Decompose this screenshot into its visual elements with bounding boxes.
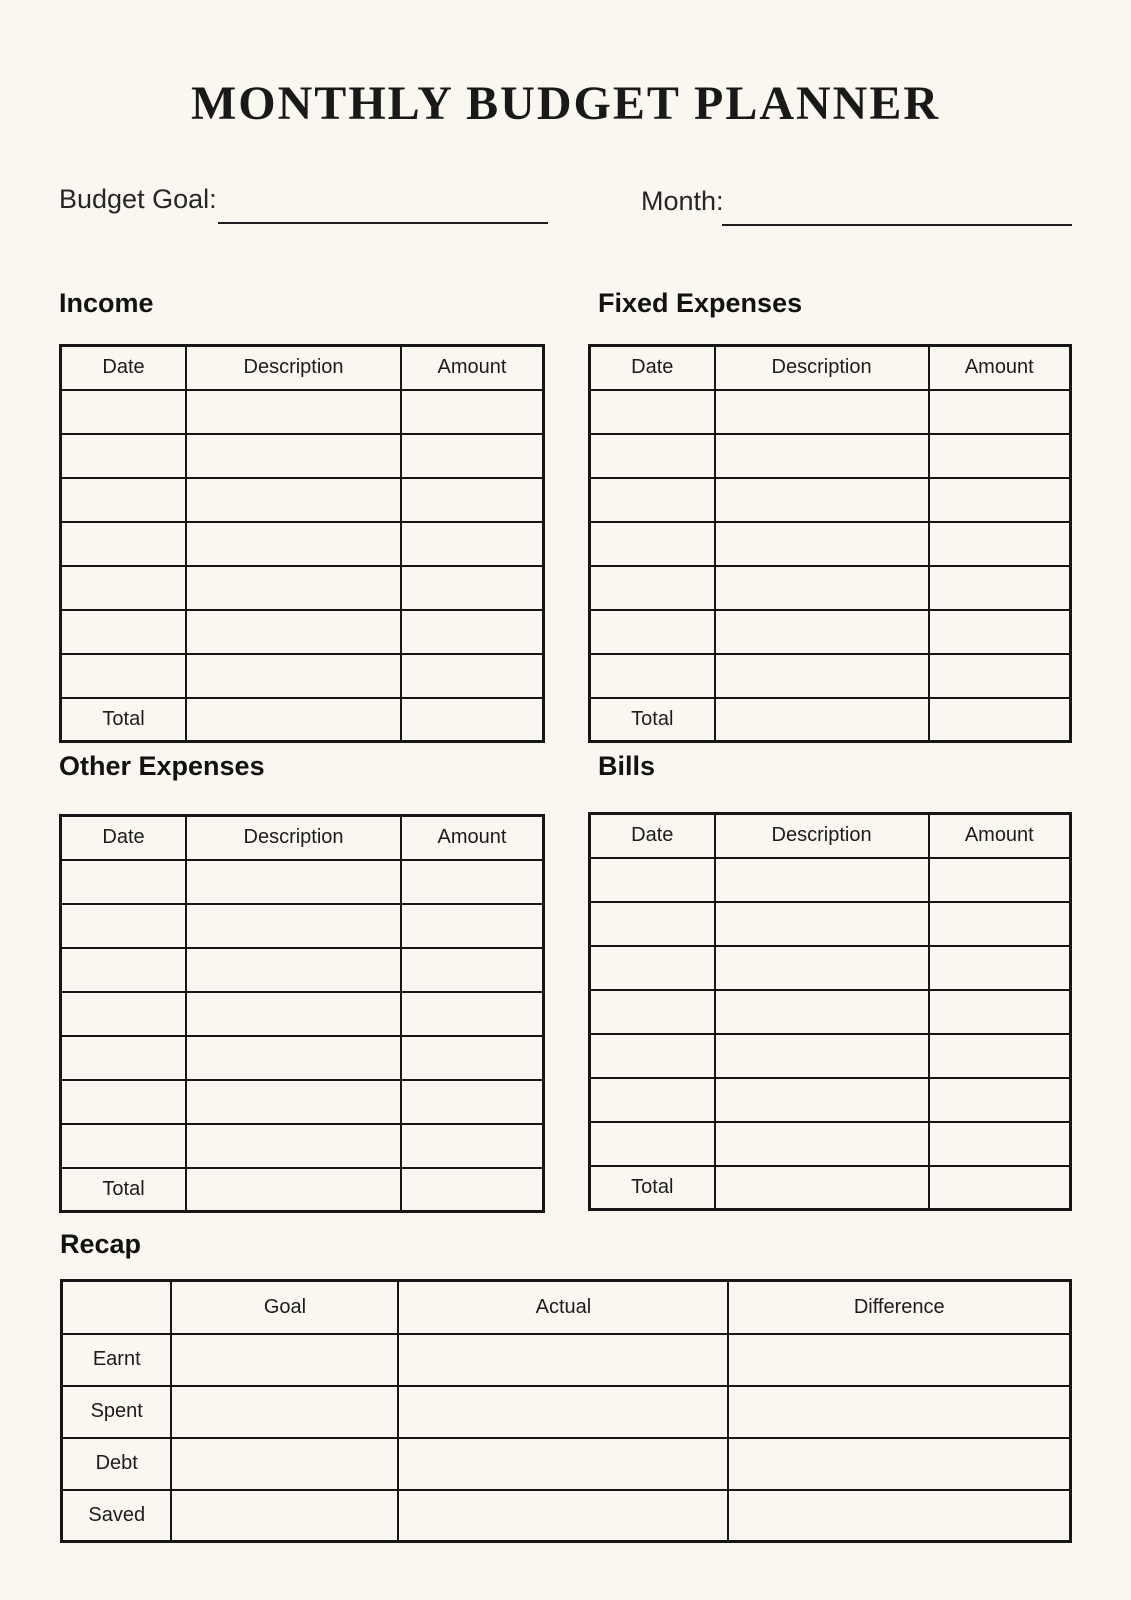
empty-cell <box>929 1166 1071 1210</box>
empty-cell <box>61 390 187 434</box>
bills-col-amount: Amount <box>929 814 1071 858</box>
empty-cell <box>590 610 715 654</box>
empty-row <box>61 478 544 522</box>
fixed-expenses-total-label: Total <box>590 698 715 742</box>
recap-row-debt <box>62 1438 1071 1490</box>
empty-cell <box>61 478 187 522</box>
header-row <box>590 346 1071 390</box>
empty-cell <box>590 390 715 434</box>
fixed-expenses-col-amount: Amount <box>929 346 1071 390</box>
empty-cell <box>401 478 544 522</box>
bills-col-date: Date <box>590 814 715 858</box>
empty-row <box>61 1124 544 1168</box>
empty-cell <box>715 902 929 946</box>
empty-row <box>61 1080 544 1124</box>
empty-cell <box>590 654 715 698</box>
empty-cell <box>728 1438 1070 1490</box>
empty-row <box>590 858 1071 902</box>
empty-cell <box>929 946 1071 990</box>
page-title: MONTHLY BUDGET PLANNER <box>191 77 940 130</box>
empty-cell <box>401 1168 544 1212</box>
empty-cell <box>715 1034 929 1078</box>
empty-cell <box>171 1438 398 1490</box>
empty-cell <box>61 860 187 904</box>
empty-cell <box>61 610 187 654</box>
empty-cell <box>929 610 1071 654</box>
recap-table <box>60 1279 1072 1543</box>
budget-goal-line <box>218 222 548 224</box>
empty-cell <box>929 858 1071 902</box>
recap-section-title: Recap <box>60 1229 142 1259</box>
other-expenses-col-amount: Amount <box>401 816 544 860</box>
empty-cell <box>61 904 187 948</box>
empty-cell <box>715 434 929 478</box>
empty-cell <box>590 1122 715 1166</box>
empty-cell <box>186 992 401 1036</box>
empty-cell <box>61 1036 187 1080</box>
fixed-expenses-col-description: Description <box>715 346 929 390</box>
empty-row <box>590 654 1071 698</box>
empty-cell <box>715 1122 929 1166</box>
empty-cell <box>186 698 401 742</box>
total-row <box>590 1166 1071 1210</box>
total-row <box>61 698 544 742</box>
empty-cell <box>715 858 929 902</box>
empty-cell <box>715 946 929 990</box>
empty-cell <box>401 654 544 698</box>
budget-goal-label: Budget Goal: <box>59 184 217 214</box>
empty-cell <box>929 390 1071 434</box>
empty-cell <box>590 858 715 902</box>
empty-cell <box>401 1080 544 1124</box>
empty-cell <box>929 434 1071 478</box>
empty-cell <box>929 990 1071 1034</box>
empty-cell <box>401 948 544 992</box>
empty-cell <box>929 522 1071 566</box>
empty-row <box>61 904 544 948</box>
empty-cell <box>401 522 544 566</box>
empty-cell <box>61 654 187 698</box>
empty-cell <box>401 434 544 478</box>
month-line <box>722 224 1072 226</box>
empty-cell <box>715 610 929 654</box>
empty-cell <box>398 1490 728 1542</box>
recap-col-goal: Goal <box>171 1281 398 1334</box>
other-expenses-table <box>59 814 545 1213</box>
other-expenses-col-description: Description <box>186 816 401 860</box>
empty-cell <box>401 698 544 742</box>
empty-cell <box>186 904 401 948</box>
header-row <box>62 1281 1071 1334</box>
empty-cell <box>61 992 187 1036</box>
empty-row <box>590 946 1071 990</box>
empty-cell <box>61 434 187 478</box>
empty-cell <box>61 566 187 610</box>
empty-cell <box>171 1490 398 1542</box>
empty-cell <box>590 478 715 522</box>
empty-cell <box>715 1166 929 1210</box>
empty-cell <box>401 566 544 610</box>
total-row <box>590 698 1071 742</box>
empty-cell <box>186 654 401 698</box>
empty-row <box>590 478 1071 522</box>
empty-cell <box>728 1490 1070 1542</box>
fixed-expenses-table <box>588 344 1072 743</box>
income-col-amount: Amount <box>401 346 544 390</box>
income-table <box>59 344 545 743</box>
month-label: Month: <box>641 186 724 216</box>
empty-cell <box>186 390 401 434</box>
empty-cell <box>401 904 544 948</box>
bills-section-title: Bills <box>598 751 656 781</box>
empty-row <box>61 1036 544 1080</box>
recap-row-label: Saved <box>62 1490 172 1542</box>
empty-row <box>590 434 1071 478</box>
empty-cell <box>590 990 715 1034</box>
empty-cell <box>715 1078 929 1122</box>
empty-cell <box>186 1124 401 1168</box>
recap-col-difference: Difference <box>728 1281 1070 1334</box>
empty-cell <box>186 948 401 992</box>
empty-cell <box>715 698 929 742</box>
other-expenses-col-date: Date <box>61 816 187 860</box>
recap-col-actual: Actual <box>398 1281 728 1334</box>
empty-cell <box>401 1124 544 1168</box>
recap-row-label: Earnt <box>62 1334 172 1386</box>
empty-cell <box>398 1438 728 1490</box>
empty-cell <box>929 566 1071 610</box>
header-row <box>61 816 544 860</box>
empty-row <box>61 390 544 434</box>
empty-cell <box>590 946 715 990</box>
empty-row <box>590 1034 1071 1078</box>
empty-cell <box>61 1124 187 1168</box>
empty-row <box>61 948 544 992</box>
empty-cell <box>401 610 544 654</box>
bills-total-label: Total <box>590 1166 715 1210</box>
empty-row <box>590 1078 1071 1122</box>
empty-row <box>61 860 544 904</box>
empty-cell <box>61 522 187 566</box>
recap-row-saved <box>62 1490 1071 1542</box>
empty-cell <box>590 522 715 566</box>
empty-cell <box>929 478 1071 522</box>
empty-cell <box>929 698 1071 742</box>
empty-row <box>61 992 544 1036</box>
empty-row <box>61 566 544 610</box>
recap-row-spent <box>62 1386 1071 1438</box>
empty-cell <box>171 1386 398 1438</box>
recap-row-label: Spent <box>62 1386 172 1438</box>
empty-cell <box>171 1334 398 1386</box>
total-row <box>61 1168 544 1212</box>
empty-cell <box>728 1386 1070 1438</box>
bills-col-description: Description <box>715 814 929 858</box>
fixed-expenses-section-title: Fixed Expenses <box>598 288 803 318</box>
empty-cell <box>186 522 401 566</box>
empty-cell <box>590 434 715 478</box>
empty-cell <box>186 1036 401 1080</box>
empty-row <box>590 902 1071 946</box>
recap-row-label: Debt <box>62 1438 172 1490</box>
empty-cell <box>398 1334 728 1386</box>
empty-cell <box>715 522 929 566</box>
empty-cell <box>186 478 401 522</box>
recap-row-earnt <box>62 1334 1071 1386</box>
empty-cell <box>715 390 929 434</box>
empty-cell <box>186 1080 401 1124</box>
fixed-expenses-col-date: Date <box>590 346 715 390</box>
other-expenses-section-title: Other Expenses <box>59 751 265 781</box>
empty-cell <box>186 860 401 904</box>
empty-cell <box>590 566 715 610</box>
empty-cell <box>61 948 187 992</box>
empty-cell <box>715 990 929 1034</box>
empty-cell <box>715 654 929 698</box>
empty-cell <box>715 566 929 610</box>
header-row <box>61 346 544 390</box>
empty-cell <box>186 610 401 654</box>
empty-row <box>61 434 544 478</box>
empty-cell <box>398 1386 728 1438</box>
empty-cell <box>590 1034 715 1078</box>
empty-cell <box>186 434 401 478</box>
empty-cell <box>186 1168 401 1212</box>
income-section-title: Income <box>59 288 154 318</box>
empty-row <box>590 990 1071 1034</box>
empty-cell <box>929 1122 1071 1166</box>
empty-row <box>590 566 1071 610</box>
empty-cell <box>401 860 544 904</box>
empty-cell <box>186 566 401 610</box>
empty-row <box>61 654 544 698</box>
empty-row <box>61 610 544 654</box>
income-col-description: Description <box>186 346 401 390</box>
empty-cell <box>728 1334 1070 1386</box>
empty-cell <box>929 654 1071 698</box>
empty-cell <box>401 992 544 1036</box>
empty-cell <box>929 1034 1071 1078</box>
empty-row <box>61 522 544 566</box>
recap-corner-cell <box>62 1281 172 1334</box>
empty-cell <box>590 1078 715 1122</box>
empty-cell <box>61 1080 187 1124</box>
empty-row <box>590 522 1071 566</box>
header-row <box>590 814 1071 858</box>
empty-row <box>590 390 1071 434</box>
empty-row <box>590 610 1071 654</box>
empty-row <box>590 1122 1071 1166</box>
empty-cell <box>590 902 715 946</box>
other-expenses-total-label: Total <box>61 1168 187 1212</box>
empty-cell <box>929 902 1071 946</box>
income-total-label: Total <box>61 698 187 742</box>
empty-cell <box>715 478 929 522</box>
income-col-date: Date <box>61 346 187 390</box>
empty-cell <box>929 1078 1071 1122</box>
bills-table <box>588 812 1072 1211</box>
empty-cell <box>401 1036 544 1080</box>
empty-cell <box>401 390 544 434</box>
